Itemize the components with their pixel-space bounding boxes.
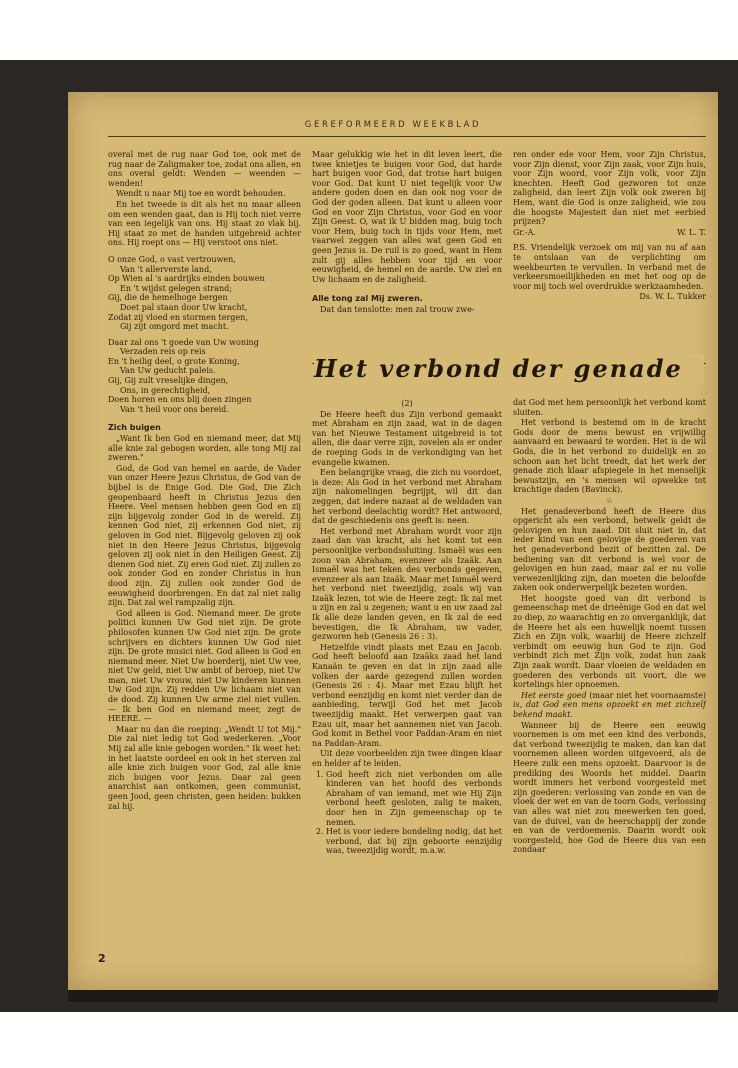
signature-line: [513, 228, 706, 238]
postscript-author: Ds. W. L. Tukker: [639, 292, 706, 302]
article-paragraph: Het hoogste goed van dit verbond is gemeenschap met de drieënige God en dat wel zo diep, zo waarachtig en zo onverganklijk, dat de Heere het als een huwelijk noemt tussen Zich en Zijn volk, waarbij de Heere zichzelf verbindt om eeuwig hun God te zijn. God verbindt zich met Zijn volk, zodat hun zaak Zijn zaak wordt. Daar vloeien de weldaden en goederen des verbonds uit voort, die we kortelings hier opnoemen.: [513, 593, 706, 690]
article-paragraph: Hetzelfde vindt plaats met Ezau en Jacob. God heeft beloofd aan Izaäks zaad het land Kanaän te geven en dat in zijn zaad alle volken der aarde gezegend zullen worden (Genesis 26 : 4). Maar met Ezau blijft het verbond eenzijdig en komt niet verder dan de aanbieding, terwijl God het met Jacob tweezijdig maakt. Het verwerpen gaat van Ezau uit, maar het aannemen niet van Jacob. God komt in Bethel voor Paddan-Aram en niet na Paddan-Aram.: [312, 642, 502, 748]
col1-paragraph: En het tweede is dit als het nu maar alleen om een wenden gaat, dan is Hij toch niet verre van een iegelijk van ons. Hij staat zo vlak bij. Hij staat zo met de handen uitgebreid achter ons. Hij roept ons — Hij verstoot ons niet.: [108, 199, 301, 248]
page-number: 2: [98, 952, 106, 965]
col1-paragraph: God alleen is God. Niemand meer. De grote politici kunnen Uw God niet zijn. De grote philosofen kunnen Uw God niet zijn. De grote schrijvers en dichters kunnen Uw God niet zijn. De grote musici niet. God alleen is God en niemand meer. Niet Uw boerderij, niet Uw vee, niet Uw geld, niet Uw ambt of beroep, niet Uw man, niet Uw vrouw, niet Uw kinderen kunnen Uw God zijn. Zij redden Uw lichaam niet van de dood. Zij kunnen Uw arme ziel niet vullen. — Ik ben God en niemand meer, zegt de HEERE. —: [108, 608, 301, 724]
poem-line: Doen horen en ons blij doen zingen: [108, 395, 252, 405]
poem-line: Daar zal ons 't goede van Uw woning: [108, 337, 259, 347]
poem-line: Op Wien al 's aardrijks einden bouwen: [108, 274, 265, 284]
article-paragraph: [513, 691, 706, 720]
section-heading: Zich buigen: [108, 423, 161, 433]
col2-paragraph: Maar gelukkig wie het in dit leven leert, die twee knietjes te buigen voor God, dat harde hart buigen voor God, dat trotse hart buigen voor God. Dat kunt U niet tegelijk voor Uw andere goden doen en dan ook nog voor de God der goden alleen. Dat kunt u alleen voor God en voor Zijn Christus, voor God en voor Zijn Geest. O, wat ik U bidden mag, buig toch voor Hem, buig toch in tijds voor Hem, met vaarwel zeggen van alles wat geen God en geen Jezus is. De ruil is zo goed, want in Hem zult gij alles hebben voor tijd en voor eeuwigheid, de hemel en de aarde. Uw ziel en Uw lichaam en de zaligheid.: [312, 150, 502, 284]
article-paragraph: Uit deze voorbeelden zijn twee dingen klaar en helder af te leiden.: [312, 749, 502, 768]
column-2-top: [312, 150, 502, 350]
article-list: [312, 770, 502, 856]
article-paragraph: Wanneer bij de Heere een eeuwig voornemen is om met een kind des verbonds, dat verbond tweezijdig te maken, dan kan dat voornemen alleen worden uitgevoerd, als de Heere zulk een mens opzoekt. Daarvoor is de prediking des Woords het middel. Daarin wordt immers het verbond voorgesteld met zijn goederen: verlossing van zonde en van de vloek der wet en van de toorn Gods, verlossing van alles wat niet zou meewerken ten goed, van de duivel, van de heerschappij der zonde en van de verdoemenis. Daarin wordt ook voorgesteld, hoe God de Heere dus van een zondaar: [513, 720, 706, 855]
poem-line: Van 't heil voor ons bereid.: [120, 404, 229, 414]
col1-paragraph: Maar nu dan die roeping: „Wendt U tot Mij." Die zal niet ledig tot God wederkeren. „Voor Mij zal alle knie gebogen worden." Ik weet het: in het laatste oordeel en ook in het sterven zal alle knie zich buigen voor God, zal alle knie zich buigen voor Jezus. Daar zal geen anarchist aan ontkomen, geen communist, geen Jood, geen christen, geen heiden: bukken zal hij.: [108, 724, 301, 811]
col1-paragraph: God, de God van hemel en aarde, de Vader van onzer Heere Jezus Christus, de God van de bijbel is de Enige God. Die God, Die Zich geopenbaard heeft in Christus Jezus den Heere. Veel mensen hebben geen God en zij zijn bijgevolg zonder God in de wereld. Zij kennen God niet, zij erkennen God niet, zij geloven in God niet. Bijgevolg geloven zij ook niet in den Heere Jezus Christus, bijgevolg geloven zij ook niet in den Heiligen Geest. Zij dienen God niet. Zij eren God niet. Zij zullen zo ook zonder God en zonder Christus in hun dood zijn. Zij zullen ook zonder God de eeuwigheid doorbrengen. En dat zal niet zalig zijn. Dat zal wel rampzalig zijn.: [108, 463, 301, 608]
header-rule: [108, 136, 706, 137]
poem-line: Gij, Gij zult vreselijke dingen,: [108, 376, 229, 386]
emphasis-text: Het eerste goed: [521, 690, 587, 700]
postscript: P.S. Vriendelijk verzoek om mij van nu af aan te ontslaan van de verplichting om weekbeurten te vervullen. In verband met de verkeersmoeilijkheden en met het oog op de voor mij toch wel overdrukke werkzaamheden.: [513, 243, 706, 291]
article-paragraph: De Heere heeft dus Zijn verbond gemaakt met Abraham en zijn zaad, wat in de dagen van het Nieuwe Testament uitgebreid is tot allen, die daar verre zijn, zovelen als er onder de roeping Gods in de verkondiging van het evangelie kwamen.: [312, 409, 502, 467]
article-paragraph: Het genadeverbond heeft de Heere dus opgericht als een verbond, hetwelk geldt de gelovigen en hun zaad. Dit sluit niet in, dat ieder kind van een gelovige de goederen van het genadeverbond bezit of bezitten zal. De bediening van dit verbond is wel voor de gelovigen en hun zaad, maar zal er nu volle verwezenlijking zijn, dan moeten die beloofde zaken ook onderwerpelijk bezeten worden.: [513, 506, 706, 593]
poem-stanza-1: [108, 255, 301, 332]
star-divider-icon: ☆: [605, 495, 614, 505]
poem-line: Van Uw geducht paleis.: [120, 366, 216, 376]
poem-stanza-2: [108, 338, 301, 415]
poem-line: Gij zijt omgord met macht.: [120, 322, 229, 332]
article-paragraph: Het verbond met Abraham wordt voor zijn zaad dan van kracht, als het komt tot een persoonlijke verbondssluiting. Ismaël was een zoon van Abraham, evenzeer als Izaäk. Aan Ismaël was het teken des verbonds gegeven, evenzeer als aan Izaäk. Maar met Ismaël werd het verbond niet tweezijdig, zoals wij van Izaäk lezen, tot wie de Heere zegt: Ik zal met u zijn en zal u zegenen; want u en uw zaad zal Ik alle deze landen geven, en Ik zal de eed bevestigen, die Ik Abraham, uw vader, gezworen heb (Genesis 26 : 3).: [312, 526, 502, 642]
newspaper-page: [68, 92, 718, 990]
col1-paragraph: overal met de rug naar God toe, ook met de rug naar de Zaligmaker toe, zodat ons allen, en ons overal geldt: Wenden — weenden — wenden!: [108, 150, 301, 188]
scan-bottom-edge: [68, 990, 718, 1002]
emphasis-text: is, dat God een mens opzoekt en met zichzelf bekend maakt.: [513, 700, 706, 719]
col1-paragraph: Wendt u naar Mij toe en wordt behouden.: [116, 189, 286, 199]
article-list-item: 1. God heeft zich niet verbonden om alle kinderen van het hoofd des verbonds Abraham of van iemand, met wie Hij Zijn verbond heeft gesloten, zalig te maken, door hen in Zijn gemeenschap op te nemen.: [326, 770, 502, 828]
poem-line: Doet pal staan door Uw kracht,: [120, 302, 248, 312]
poem-line: Van 't allerverste land,: [120, 264, 212, 274]
article-paragraph: dat God met hem persoonlijk het verbond komt sluiten.: [513, 398, 706, 417]
poem-line: Ons, in gerechtigheid,: [120, 385, 211, 395]
article-paragraph: Een belangrijke vraag, die zich nu voordoet, is deze: Als God in het verbond met Abraham zijn nakomelingen begrijpt, wil dit dan zeggen, dat iedere nazaat al de weldaden van het verbond deelachtig wordt? Het antwoord, dat de geschiedenis ons geeft is: neen.: [312, 468, 502, 526]
poem-line: Gij, die de hemelhoge bergen: [108, 293, 228, 303]
col2-paragraph: Dat dan tenslotte: men zal trouw zwe-: [320, 304, 475, 314]
col1-paragraph: „Want Ik ben God en niemand meer, dat Mij alle knie zal gebogen worden, alle tong Mij zal zweren.": [108, 434, 301, 463]
poem-line: En 't heilig deel, o grote Koning,: [108, 356, 240, 366]
poem-line: Verzaden reis op reis: [120, 347, 206, 357]
col3-paragraph: ren onder ede voor Hem, voor Zijn Christus, voor Zijn dienst, voor Zijn zaak, voor Zijn huis, voor Zijn woord, voor Zijn volk, voor Zijn knechten. Heeft God gezworen tot onze zaligheid, dan leert Zijn volk ook zweren bij Hem, want die God is onze zaligheid, wie zou die hoogste Majesteit dan niet met eerbied prijzen?: [513, 150, 706, 227]
postscript-signature: [513, 292, 706, 302]
signature-initials: W. L. T.: [676, 227, 706, 237]
signature-place: Gr.-A.: [513, 227, 536, 237]
article-column-1: [312, 398, 502, 990]
column-1: [108, 150, 301, 940]
inline-text: (maar niet het voornaamste): [586, 690, 706, 700]
article-paragraph: Het verbond is bestemd om in de kracht Gods door de mens bewust en vrijwillig aanvaard en bewaard te worden. Het is de wil Gods, die in het verbond zo duidelijk en zo schoon aan het licht treedt, dat het werk der genade zich klaar afspiegele in het menselijk bewustzijn, en 's mensen wil opwekke tot krachtige daden (Bavinck).: [513, 418, 706, 495]
poem-line: Zodat zij vloed en stormen tergen,: [108, 312, 248, 322]
poem-line: O onze God, o vast vertrouwen,: [108, 254, 236, 264]
article-part-number: (2): [401, 399, 413, 408]
article-list-item: 2. Het is voor iedere bondeling nodig, dat het verbond, dat bij zijn geboorte eenzijdig was, tweezijdig wordt, m.a.w.: [326, 827, 502, 856]
section-heading: Alle tong zal Mij zweren.: [312, 294, 423, 304]
article-title: Het verbond der genade: [314, 354, 704, 384]
article-column-2: [513, 398, 706, 990]
running-header: GEREFORMEERD WEEKBLAD: [304, 120, 482, 130]
poem-line: En 't wijdst gelegen strand;: [120, 283, 232, 293]
column-3-top: [513, 150, 706, 328]
